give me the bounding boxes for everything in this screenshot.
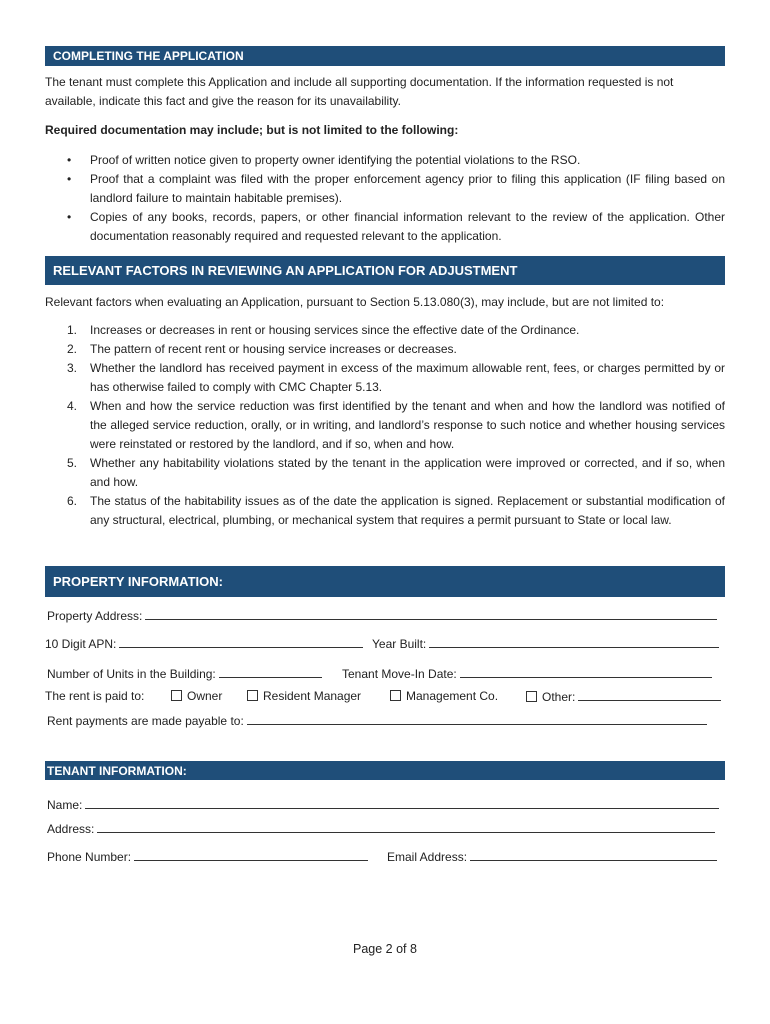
property-address-label: Property Address:: [47, 609, 143, 623]
tenant-name-field[interactable]: [85, 794, 719, 809]
email-field[interactable]: [470, 846, 717, 861]
other-checkbox[interactable]: [526, 691, 537, 702]
resident-manager-option-label: Resident Manager: [263, 689, 362, 703]
section-title: COMPLETING THE APPLICATION: [53, 49, 244, 63]
payable-field[interactable]: [247, 710, 707, 725]
section-title: RELEVANT FACTORS IN REVIEWING AN APPLICATION FOR ADJUSTMENT: [53, 263, 518, 278]
move-in-label: Tenant Move-In Date:: [342, 667, 457, 681]
phone-field[interactable]: [134, 846, 368, 861]
list-item: 1. Increases or decreases in rent or housing services since the effective date of the Ordinance.: [67, 323, 580, 337]
rent-paid-label: The rent is paid to:: [45, 689, 145, 703]
tenant-address-row: [45, 818, 727, 838]
bullet-icon: •: [67, 172, 72, 186]
resident-manager-checkbox[interactable]: [247, 690, 258, 701]
payable-row: [45, 710, 727, 730]
relevant-factors-intro: Relevant factors when evaluating an Application, pursuant to Section 5.13.080(3), may include, but are not limited to:: [45, 295, 665, 309]
section-header-property: [45, 566, 725, 597]
apn-field[interactable]: [119, 633, 363, 648]
required-docs-list: [45, 151, 725, 246]
apn-label: 10 Digit APN:: [45, 637, 117, 651]
payable-label: Rent payments are made payable to:: [47, 714, 244, 728]
property-address-row: [45, 605, 727, 625]
bullet-icon: •: [67, 153, 72, 167]
phone-label: Phone Number:: [47, 850, 132, 864]
other-option-label: Other:: [542, 690, 576, 704]
section-header-completing: [45, 46, 725, 66]
tenant-address-field[interactable]: [97, 818, 715, 833]
units-field[interactable]: [219, 663, 322, 678]
year-built-field[interactable]: [429, 633, 719, 648]
section-header-tenant: [45, 761, 725, 780]
list-item: • Proof that a complaint was filed with the proper enforcement agency prior to filing this application (IF filing based on landlord failure to maintain habitable premises).: [67, 172, 725, 205]
management-co-checkbox[interactable]: [390, 690, 401, 701]
list-item: 6. The status of the habitability issues as of the date the application is signed. Replacement or substantial modification of any structural, electrical, plumbing, or mechanical system that requires a permit pursuant to State or local law.: [67, 494, 725, 527]
other-field[interactable]: [578, 686, 721, 701]
list-item: 2. The pattern of recent rent or housing service increases or decreases.: [67, 342, 457, 356]
section-header-relevant-factors: [45, 256, 725, 285]
list-item: 4. When and how the service reduction was first identified by the tenant and when and how the landlord was notified of the alleged service reduction, orally, or in writing, and landlord’s response to such notice and whether housing services were reinstated or restored by the landlord, and if so, when and how.: [67, 399, 725, 451]
email-label: Email Address:: [387, 850, 468, 864]
tenant-name-row: [45, 794, 727, 814]
tenant-name-label: Name:: [47, 798, 83, 812]
apn-row: [45, 633, 727, 653]
list-item: 5. Whether any habitability violations stated by the tenant in the application were improved or corrected, and if so, when and how.: [67, 456, 725, 489]
tenant-address-label: Address:: [47, 822, 95, 836]
owner-option-label: Owner: [187, 689, 223, 703]
page-number: Page 2 of 8: [353, 942, 417, 956]
bullet-icon: •: [67, 210, 72, 224]
list-item: 3. Whether the landlord has received payment in excess of the maximum allowable rent, fees, or charges permitted by or has otherwise failed to comply with CMC Chapter 5.13.: [67, 361, 725, 394]
units-label: Number of Units in the Building:: [47, 667, 216, 681]
list-item: • Proof of written notice given to property owner identifying the potential violations to the RSO.: [45, 151, 725, 170]
section-title: TENANT INFORMATION:: [47, 763, 187, 778]
section-title: PROPERTY INFORMATION:: [53, 574, 223, 589]
move-in-field[interactable]: [460, 663, 712, 678]
rent-paid-row: [45, 686, 727, 706]
relevant-factors-list: [45, 321, 725, 530]
tenant-contact-row: [45, 846, 727, 866]
property-address-field[interactable]: [145, 605, 717, 620]
year-built-label: Year Built:: [372, 637, 427, 651]
completing-intro: The tenant must complete this Application and include all supporting documentation. If the information requested is not available, indicate this fact and give the reason for its unavailability.: [45, 75, 674, 108]
units-row: [45, 663, 727, 683]
required-docs-heading: Required documentation may include; but is not limited to the following:: [45, 123, 459, 137]
owner-checkbox[interactable]: [171, 690, 182, 701]
management-co-option-label: Management Co.: [406, 689, 499, 703]
list-item: • Copies of any books, records, papers, or other financial information relevant to the review of the application. Other documentation reasonably required and requested relevant to the application.: [67, 210, 725, 243]
